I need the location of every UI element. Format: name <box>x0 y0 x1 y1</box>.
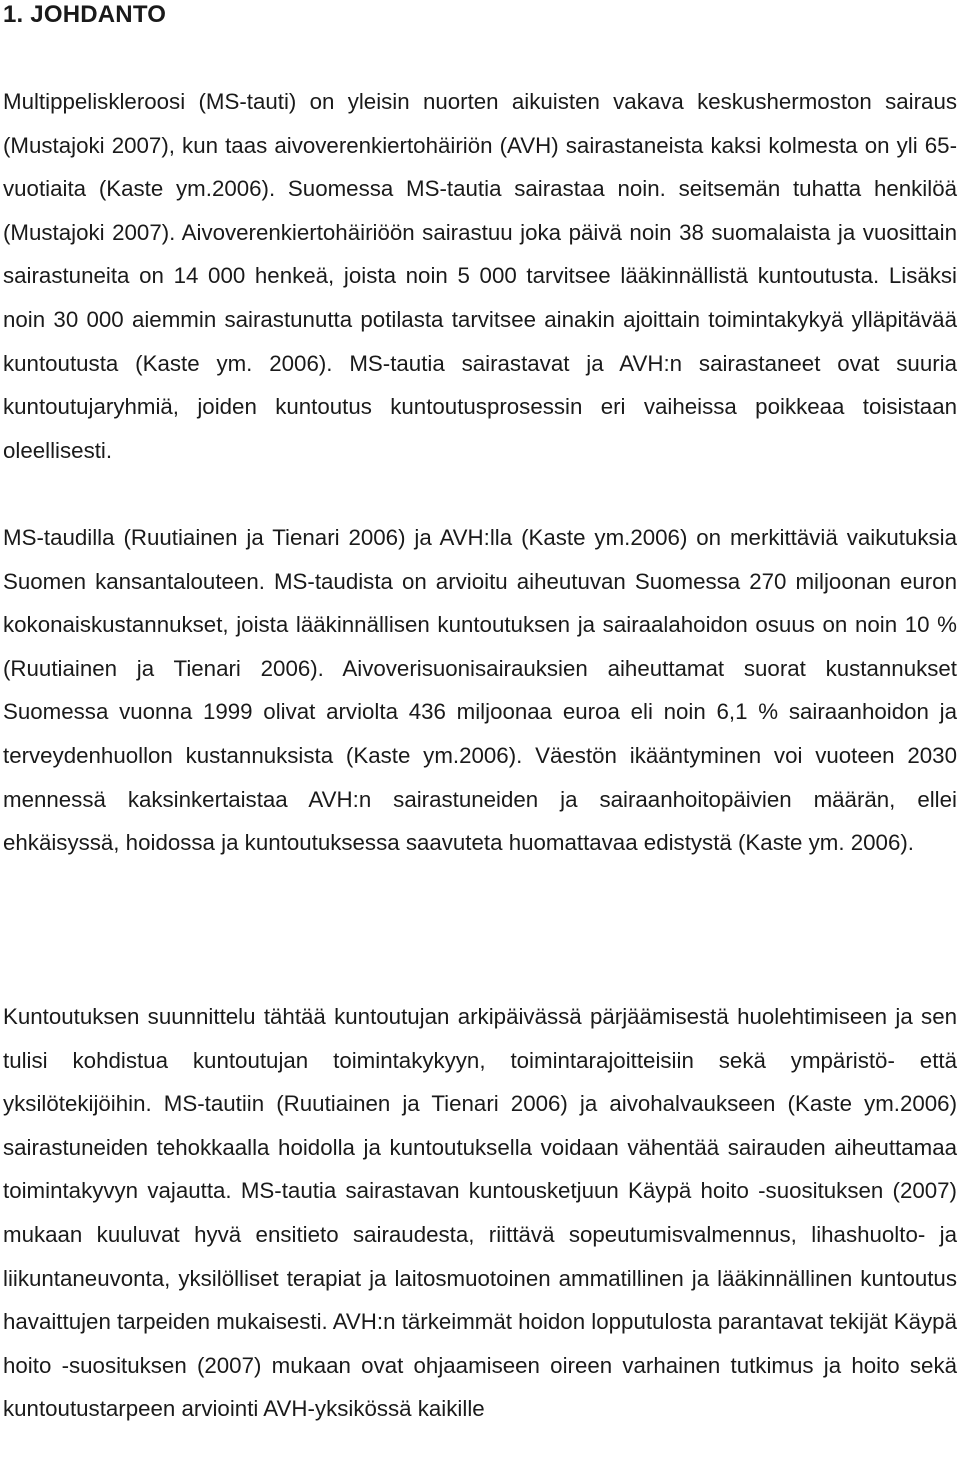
paragraph-economy: MS-taudilla (Ruutiainen ja Tienari 2006) ja AVH:lla (Kaste ym.2006) on merkittäviä vaikutuksia Suomen kansantalouteen. MS-taudista on arvioitu aiheutuvan Suomessa 270 miljoonan euron kokonaiskustannukset, joista lääkinnällisen kuntoutuksen ja sairaalahoidon osuus on noin 10 % (Ruutiainen ja Tienari 2006). Aivoverisuonisairauksien aiheuttamat suorat kustannukset Suomessa vuonna 1999 olivat arviolta 436 miljoonaa euroa eli noin 6,1 % sairaanhoidon ja terveydenhuollon kustannuksista (Kaste ym.2006). Väestön ikääntyminen voi vuoteen 2030 mennessä kaksinkertaistaa AVH:n sairastuneiden ja sairaanhoitopäivien määrän, ellei ehkäisyssä, hoidossa ja kuntoutuksessa saavuteta huomattavaa edistystä (Kaste ym. 2006). <box>3 525 957 856</box>
section-heading: 1. JOHDANTO <box>3 1 167 28</box>
paragraph-rehabilitation: Kuntoutuksen suunnittelu tähtää kuntoutujan arkipäivässä pärjäämisestä huolehtimiseen ja sen tulisi kohdistua kuntoutujan toimintakykyyn, toimintarajoitteisiin sekä ympäristö- että yksilötekijöihin. MS-tautiin (Ruutiainen ja Tienari 2006) ja aivohalvaukseen (Kaste ym.2006) sairastuneiden tehokkaalla hoidolla ja kuntoutuksella voidaan vähentää sairauden aiheuttamaa toimintakyvyn vajautta. MS-tautia sairastavan kuntousketjuun Käypä hoito -suosituksen (2007) mukaan kuuluvat hyvä ensitieto sairaudesta, riittävä sopeutumisvalmennus, lihashuolto- ja liikuntaneuvonta, yksilölliset terapiat ja laitosmuotoinen ammatillinen ja lääkinnällinen kuntoutus havaittujen tarpeiden mukaisesti. AVH:n tärkeimmät hoidon lopputulosta parantavat tekijät Käypä hoito -suosituksen (2007) mukaan ovat ohjaamiseen oireen varhainen tutkimus ja hoito sekä kuntoutustarpeen arviointi AVH-yksikössä kaikille <box>3 1004 957 1422</box>
paragraph-intro: Multippeliskleroosi (MS-tauti) on yleisin nuorten aikuisten vakava keskushermoston sairaus (Mustajoki 2007), kun taas aivoverenkiertohäiriön (AVH) sairastaneista kaksi kolmesta on yli 65-vuotiaita (Kaste ym.2006). Suomessa MS-tautia sairastaa noin. seitsemän tuhatta henkilöä (Mustajoki 2007). Aivoverenkiertohäiriöön sairastuu joka päivä noin 38 suomalaista ja vuosittain sairastuneita on 14 000 henkeä, joista noin 5 000 tarvitsee lääkinnällistä kuntoutusta. Lisäksi noin 30 000 aiemmin sairastunutta potilasta tarvitsee ainakin ajoittain toimintakykyä ylläpitävää kuntoutusta (Kaste ym. 2006). MS-tautia sairastavat ja AVH:n sairastaneet ovat suuria kuntoutujaryhmiä, joiden kuntoutus kuntoutusprosessin eri vaiheissa poikkeaa toisistaan oleellisesti. <box>3 89 957 463</box>
